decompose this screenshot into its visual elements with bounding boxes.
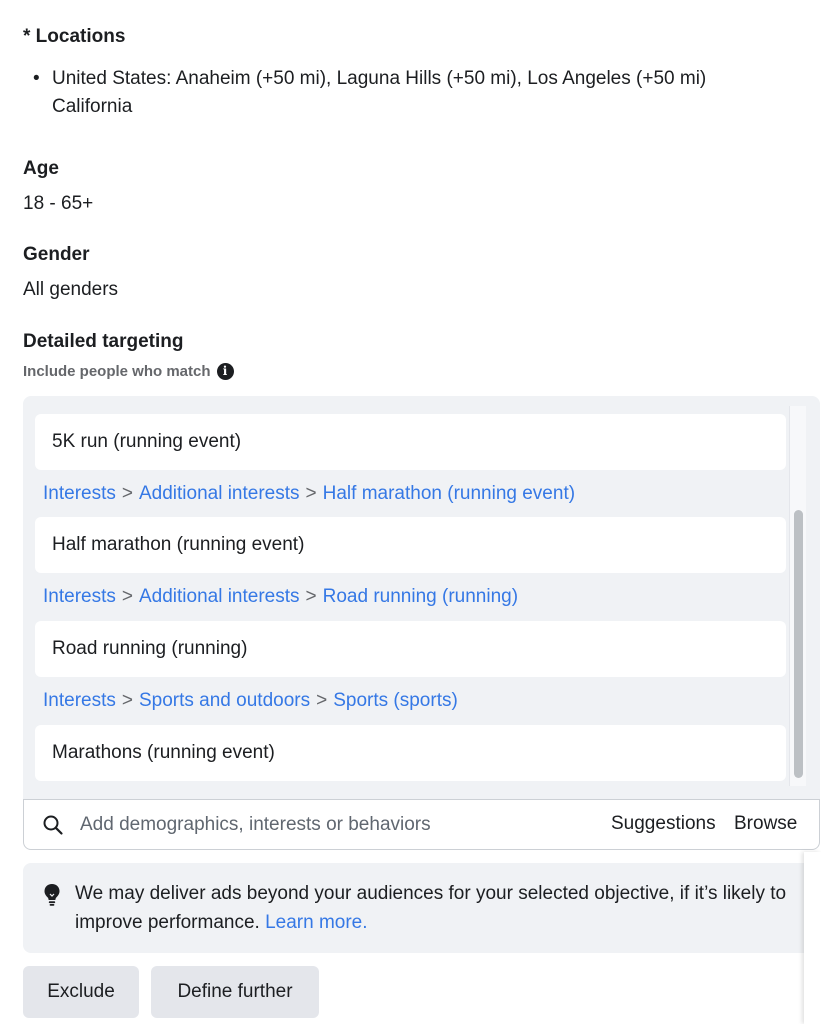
include-label-text: Include people who match [23, 363, 211, 380]
breadcrumb-link[interactable]: Sports (sports) [333, 690, 458, 711]
side-panel-edge [804, 852, 821, 1024]
browse-button[interactable]: Browse [734, 813, 798, 834]
breadcrumb-link[interactable]: Half marathon (running event) [322, 483, 576, 504]
detailed-targeting-title: Detailed targeting [23, 331, 184, 352]
targeting-item[interactable]: Road running (running) [35, 621, 786, 677]
search-icon [42, 814, 64, 836]
breadcrumb-separator: > [305, 586, 317, 607]
age-value: 18 - 65+ [23, 193, 94, 214]
gender-value: All genders [23, 279, 119, 300]
breadcrumb-link[interactable]: Interests [43, 483, 116, 504]
info-icon[interactable]: i [217, 363, 234, 380]
breadcrumb [43, 586, 518, 608]
define-further-button[interactable]: Define further [151, 966, 319, 1018]
targeting-list [23, 396, 820, 800]
exclude-button[interactable]: Exclude [23, 966, 139, 1018]
gender-title: Gender [23, 244, 90, 265]
age-title: Age [23, 158, 59, 179]
location-item [33, 65, 733, 121]
breadcrumb-link[interactable]: Sports and outdoors [138, 690, 311, 711]
breadcrumb-link[interactable]: Interests [43, 690, 116, 711]
audience-notice [23, 863, 804, 953]
suggestions-button[interactable]: Suggestions [611, 813, 716, 834]
breadcrumb-link[interactable]: Additional interests [138, 483, 300, 504]
breadcrumb-separator: > [305, 483, 317, 504]
breadcrumb-separator: > [121, 690, 133, 711]
scrollbar-thumb[interactable] [794, 510, 803, 778]
breadcrumb-separator: > [316, 690, 328, 711]
lightbulb-icon [43, 883, 61, 907]
notice-message: We may deliver ads beyond your audiences for your selected objective, if it’s likely to improve performance. [75, 883, 787, 933]
breadcrumb-link[interactable]: Additional interests [138, 586, 300, 607]
targeting-item[interactable]: 5K run (running event) [35, 414, 786, 470]
breadcrumb [43, 690, 458, 712]
location-text: United States: Anaheim (+50 mi), Laguna Hills (+50 mi), Los Angeles (+50 mi) California [52, 68, 707, 117]
scrollbar[interactable] [789, 406, 806, 786]
learn-more-link[interactable]: Learn more. [265, 912, 368, 933]
include-label [23, 363, 234, 380]
targeting-item[interactable]: Marathons (running event) [35, 725, 786, 781]
targeting-item[interactable]: Half marathon (running event) [35, 517, 786, 573]
locations-title: * Locations [23, 26, 126, 47]
breadcrumb [43, 483, 575, 505]
targeting-search-bar [23, 799, 820, 850]
breadcrumb-link[interactable]: Road running (running) [322, 586, 519, 607]
breadcrumb-separator: > [121, 483, 133, 504]
breadcrumb-separator: > [121, 586, 133, 607]
search-input[interactable] [80, 810, 600, 840]
breadcrumb-link[interactable]: Interests [43, 586, 116, 607]
bullet: • [33, 68, 40, 89]
notice-text [75, 879, 805, 937]
